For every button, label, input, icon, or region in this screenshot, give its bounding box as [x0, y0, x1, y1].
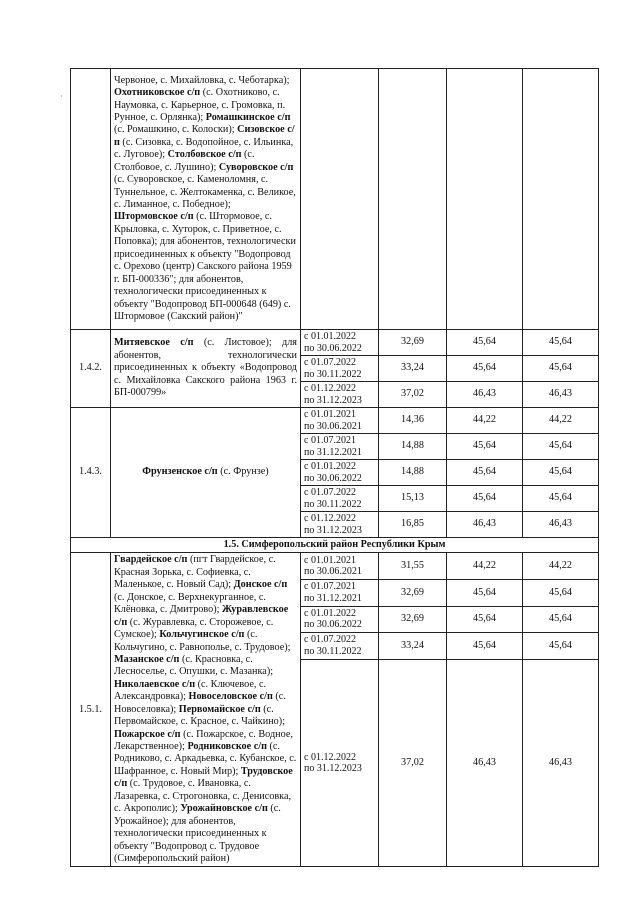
- settlement-name: Пожарское с/п: [114, 728, 181, 740]
- tariff-value-1: 33,24: [379, 633, 447, 660]
- empty-cell: [379, 69, 447, 330]
- period-start: с 01.07.2022: [304, 634, 356, 646]
- tariff-period: [301, 553, 379, 580]
- period-end: по 31.12.2021: [304, 592, 362, 604]
- row-number: 1.4.2.: [71, 330, 111, 408]
- tariff-value-1: 15,13: [379, 486, 447, 512]
- settlement-name: Донское с/п: [233, 579, 288, 591]
- settlement-name: Николаевское с/п: [114, 678, 196, 690]
- zone-description: [111, 330, 301, 408]
- settlement-details: (с. Сизовка, с. Водопойное, с. Ильинка, с. Луговое);: [114, 136, 294, 161]
- tariff-value-2: 46,43: [447, 382, 523, 408]
- tariff-value-3: 45,64: [523, 460, 599, 486]
- settlement-name: Трудовское с/п: [114, 765, 293, 790]
- settlement-details: (с. Суворовское, с. Каменоломня, с. Туннельное, с. Желтокаменка, с. Великое, с. Лиманное, с. Победное);: [114, 174, 296, 210]
- settlement-details: (с. Кольчугино, с. Равнополье, с. Трудовое);: [114, 629, 291, 653]
- tariff-value-3: 46,43: [523, 512, 599, 538]
- settlement-details: (с. Охотниково, с. Наумовка, с. Карьерное, с. Громовка, п. Рунное, с. Орлянка);: [114, 87, 286, 123]
- settlement-details: (с. Штормовое, с. Крыловка, с. Хуторок, с. Приветное, с. Поповка); для абонентов, технологически присоединенных к объекту "Водопровод с. Орехово (центр) Сакского района 1959 г. БП-000336"; для абонентов, технологически присоединенных к объекту "Водопровод БП-000648 (649) с. Штормовое (Сакский район)": [114, 211, 296, 322]
- empty-cell: [447, 69, 523, 330]
- period-start: с 01.01.2021: [304, 554, 356, 566]
- tariff-value-1: 32,69: [379, 606, 447, 633]
- tariff-period: [301, 659, 379, 867]
- period-start: с 01.01.2022: [304, 331, 356, 342]
- settlement-details: (с. Ключевое, с. Александровка);: [114, 678, 267, 703]
- scan-dot: ·: [60, 92, 63, 101]
- settlement-name: Гвардейское с/п: [114, 554, 188, 566]
- settlement-details: (с. Новоселовка);: [114, 691, 286, 715]
- settlement-details: (с. Пожарское, с. Водное, Лекарственное);: [114, 728, 293, 752]
- settlement-name: Штормовское с/п: [114, 211, 194, 223]
- settlement-details: (с. Красновка, с. Лесноселье, с. Опушки, с. Мазанка);: [114, 653, 274, 678]
- settlement-name: Родниковское с/п: [187, 741, 267, 752]
- period-start: с 01.12.2022: [304, 513, 356, 524]
- tariff-value-1: 14,88: [379, 460, 447, 486]
- tariff-value-3: 45,64: [523, 486, 599, 512]
- tariff-value-3: 44,22: [523, 408, 599, 434]
- tariff-value-1: 33,24: [379, 356, 447, 382]
- settlement-name: Охотниковское с/п: [114, 87, 201, 99]
- tariff-value-2: 46,43: [447, 659, 523, 867]
- zone-description: [111, 69, 301, 330]
- settlement-name: Первомайское с/п: [178, 703, 261, 715]
- period-end: по 30.11.2022: [304, 498, 362, 510]
- tariff-period: [301, 356, 379, 382]
- period-end: по 31.12.2023: [304, 524, 362, 536]
- tariff-value-2: 45,64: [447, 633, 523, 660]
- table-row: [71, 553, 599, 580]
- tariff-value-2: 45,64: [447, 606, 523, 633]
- tariff-value-1: 31,55: [379, 553, 447, 580]
- period-start: с 01.07.2021: [304, 435, 356, 446]
- settlement-name: Суворовское с/п: [218, 161, 294, 173]
- tariff-period: [301, 633, 379, 660]
- settlement-details: Червоное, с. Михайловка, с. Чеботарка);: [114, 74, 290, 86]
- tariff-value-2: 45,64: [447, 486, 523, 512]
- settlement-details: (с. Ромашкино, с. Колоски);: [114, 124, 238, 136]
- settlement-details: (с. Фрунзе): [217, 466, 269, 478]
- empty-cell: [523, 69, 599, 330]
- period-start: с 01.12.2022: [304, 751, 356, 763]
- period-end: по 31.12.2021: [304, 446, 362, 458]
- settlement-name: Новоселовское с/п: [188, 691, 273, 703]
- section-title: 1.5. Симферопольский район Республики Крым: [71, 538, 599, 553]
- tariff-value-2: 45,64: [447, 580, 523, 607]
- table-row: [71, 408, 599, 434]
- tariff-period: [301, 408, 379, 434]
- tariff-value-3: 45,64: [523, 606, 599, 633]
- settlement-name: Ромашкинское с/п: [205, 111, 291, 123]
- tariff-value-2: 46,43: [447, 512, 523, 538]
- settlement-name: Кольчугинское с/п: [159, 629, 245, 641]
- period-start: с 01.01.2022: [304, 461, 356, 472]
- tariff-period: [301, 330, 379, 356]
- tariff-period: [301, 460, 379, 486]
- settlement-name: Столбовское с/п: [167, 149, 242, 161]
- settlement-details: (пгт Гвардейское, с. Красная Зорька, с. Софиевка, с. Маленькое, с. Новый Сад);: [114, 554, 276, 591]
- period-end: по 30.06.2021: [304, 420, 362, 432]
- tariff-value-2: 45,64: [447, 460, 523, 486]
- tariff-period: [301, 606, 379, 633]
- tariff-table: [70, 68, 599, 867]
- period-start: с 01.07.2022: [304, 357, 356, 368]
- table-row: [71, 69, 599, 330]
- tariff-value-3: 46,43: [523, 659, 599, 867]
- tariff-value-2: 45,64: [447, 434, 523, 460]
- tariff-table-body: [71, 69, 599, 867]
- tariff-value-3: 45,64: [523, 330, 599, 356]
- settlement-details: (с. Трудовое, с. Ивановка, с. Лазаревка, с. Строгоновка, с. Денисовка, с. Акрополис);: [114, 778, 292, 815]
- period-start: с 01.01.2022: [304, 607, 356, 619]
- tariff-value-1: 16,85: [379, 512, 447, 538]
- tariff-period: [301, 486, 379, 512]
- row-number: 1.4.3.: [71, 408, 111, 538]
- row-number: 1.5.1.: [71, 553, 111, 867]
- period-end: по 30.06.2022: [304, 342, 362, 354]
- settlement-name: Урожайновское с/п: [180, 803, 268, 815]
- tariff-value-2: 44,22: [447, 553, 523, 580]
- period-start: с 01.07.2022: [304, 487, 356, 498]
- empty-cell: [301, 69, 379, 330]
- period-start: с 01.12.2022: [304, 383, 356, 394]
- tariff-value-3: 44,22: [523, 553, 599, 580]
- period-start: с 01.01.2021: [304, 409, 356, 420]
- period-end: по 30.06.2022: [304, 619, 362, 631]
- period-end: по 30.06.2021: [304, 566, 362, 578]
- period-end: по 30.06.2022: [304, 472, 362, 484]
- settlement-name: Мазанское с/п: [114, 653, 180, 665]
- tariff-value-1: 14,88: [379, 434, 447, 460]
- settlement-name: Сизовское с/п: [114, 124, 295, 148]
- tariff-value-1: 32,69: [379, 330, 447, 356]
- table-row: [71, 330, 599, 356]
- tariff-period: [301, 434, 379, 460]
- settlement-details: (с. Урожайное); для абонентов, технологически присоединенных к объекту "Водопровод с. Трудовое (Симферопольский район): [114, 803, 281, 864]
- tariff-value-2: 45,64: [447, 356, 523, 382]
- settlement-details: (с. Донское, с. Верхнекурганное, с. Клёновка, с. Дмитрово);: [114, 591, 266, 616]
- tariff-period: [301, 580, 379, 607]
- settlement-name: Митяевское с/п: [114, 337, 194, 349]
- row-number: [71, 69, 111, 330]
- period-end: по 30.11.2022: [304, 645, 362, 657]
- settlement-details: (с. Родниково, с. Аркадьевка, с. Кубанское, с. Шафранное, с. Новый Мир);: [114, 741, 297, 777]
- tariff-period: [301, 512, 379, 538]
- section-row: [71, 538, 599, 553]
- tariff-value-1: 37,02: [379, 659, 447, 867]
- settlement-name: Журавлевское с/п: [114, 604, 289, 628]
- settlement-details: (с. Столбовое, с. Лушино);: [114, 149, 255, 173]
- tariff-value-1: 37,02: [379, 382, 447, 408]
- tariff-value-3: 45,64: [523, 633, 599, 660]
- tariff-value-3: 45,64: [523, 434, 599, 460]
- tariff-value-2: 45,64: [447, 330, 523, 356]
- period-end: по 30.11.2022: [304, 368, 362, 380]
- settlement-name: Фрунзенское с/п: [142, 466, 218, 478]
- tariff-value-1: 32,69: [379, 580, 447, 607]
- settlement-details: (с. Листовое); для абонентов, технологически присоединенных к объекту «Водопровод с. Михайловка Сакского района 1963 г. БП-000799»: [114, 337, 297, 399]
- zone-description: [111, 553, 301, 867]
- zone-description: [111, 408, 301, 538]
- tariff-value-3: 46,43: [523, 382, 599, 408]
- settlement-details: (с. Журавлевка, с. Сторожевое, с. Сумское);: [114, 616, 274, 641]
- period-end: по 31.12.2023: [304, 763, 362, 775]
- tariff-value-2: 44,22: [447, 408, 523, 434]
- period-start: с 01.07.2021: [304, 581, 356, 593]
- period-end: по 31.12.2023: [304, 394, 362, 406]
- settlement-details: (с. Первомайское, с. Красное, с. Чайкино);: [114, 703, 285, 728]
- tariff-value-3: 45,64: [523, 356, 599, 382]
- tariff-value-1: 14,36: [379, 408, 447, 434]
- tariff-period: [301, 382, 379, 408]
- tariff-value-3: 45,64: [523, 580, 599, 607]
